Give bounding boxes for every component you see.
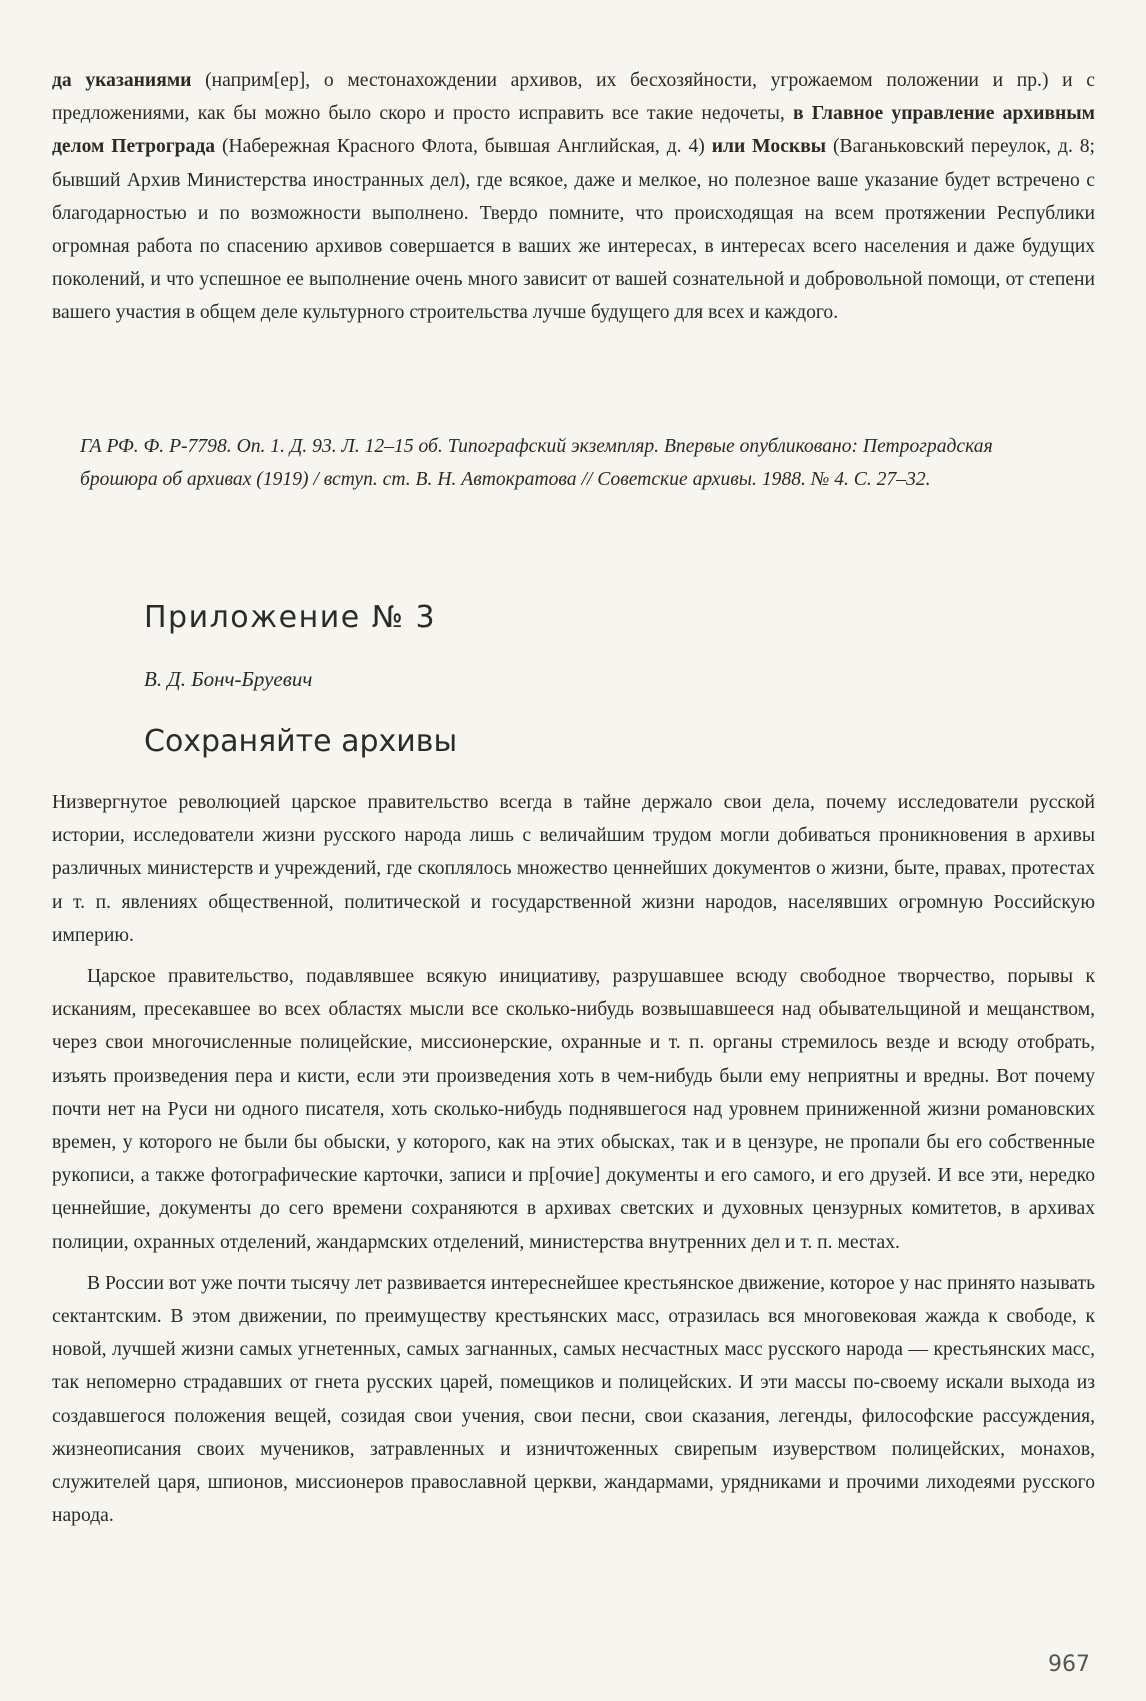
body-paragraph-2: Царское правительство, подавлявшее всякую инициативу, разрушавшее всюду свободное творчество, порывы к исканиям, пресекавшее во всех областях мысли все сколько-нибудь возвышавшееся над обывательщиной и мещанством, через свои многочисленные полицейские, миссионерские, охранные и т. п. органы стремилось везде и всюду отобрать, изъять произведения пера и кисти, если эти произведения хоть в чем-нибудь были ему неприятны и вредны. Вот почему почти нет на Руси ни одного писателя, хоть сколько-нибудь поднявшегося над уровнем приниженной жизни романовских времен, у которого не были бы обыски, у которого, как на этих обысках, так и в цензуре, не пропали бы его собственные рукописи, а также фотографические карточки, записи и пр[очие] документы и его самого, и его друзей. И все эти, нередко ценнейшие, документы до сего времени сохраняются в архивах светских и духовных цензурных комитетов, в архивах полиции, охранных отделений, жандармских отделений, министерства внутренних дел и т. п. местах. xyxy=(52,966,1095,1253)
intro-text-2: (Набережная Красного Флота, бывшая Английская, д. 4) xyxy=(215,136,712,158)
body-paragraph-1: Низвергнутое революцией царское правительство всегда в тайне держало свои дела, почему исследователи русской истории, исследователи жизни русского народа лишь с величайшим трудом могли добиваться проникновения в архивы различных министерств и учреждений, где скоплялось множество ценнейших документов о жизни, быте, правах, протестах и т. п. явлениях общественной, политической и государственной жизни народов, населявших огромную Российскую империю. xyxy=(52,792,1095,946)
appendix-title: Приложение № 3 xyxy=(144,600,437,635)
body-paragraph-3: В России вот уже почти тысячу лет развивается интереснейшее крестьянское движение, которое у нас принято называть сектантским. В этом движении, по преимуществу крестьянских масс, отразилась вся многовековая жажда к свободе, к новой, лучшей жизни самых угнетенных, самых загнанных, самых несчастных масс русского народа — крестьянских масс, так непомерно страдавших от гнета русских царей, помещиков и полицейских. И эти массы по-своему искали выхода из создавшегося положения вещей, созидая свои учения, свои песни, свои сказания, легенды, философские рассуждения, жизнеописания своих мучеников, затравленных и изничтоженных свирепым изуверством полицейских, монахов, служителей царя, шпионов, миссионеров православной церкви, жандармами, урядниками и прочими лиходеями русского народа. xyxy=(52,1272,1095,1527)
page-number: 967 xyxy=(1048,1652,1090,1677)
intro-bold-2: в Главное управление архивным делом Петрограда xyxy=(52,103,1095,158)
intro-text-1: (наприм[ер], о местонахождении архивов, их бесхозяйности, угрожаемом положении и пр.) и с предложениями, как бы можно было скоро и просто исправить все такие недочеты, xyxy=(52,70,1096,125)
intro-text-3: (Ваганьковский переулок, д. 8; бывший Архив Министерства иностранных дел), где всякое, даже и мелкое, но полезное ваше указание будет встречено с благодарностью и по возможности выполнено. Твердо помните, что происходящая на всем протяжении Республики огромная работа по спасению архивов совершается в ваших же интересах, в интересах всего населения и даже будущих поколений, и что успешное ее выполнение очень много зависит от вашей сознательной и добровольной помощи, от степени вашего участия в общем деле культурного строительства лучше будущего для всех и каждого. xyxy=(52,136,1095,324)
intro-bold-3: или Москвы xyxy=(711,136,827,158)
intro-bold-1: да указаниями xyxy=(52,70,192,91)
author-name: В. Д. Бонч-Бруевич xyxy=(144,667,313,691)
article-heading: Сохраняйте архивы xyxy=(144,724,458,759)
source-note: ГА РФ. Ф. Р-7798. Оп. 1. Д. 93. Л. 12–15 об. Типографский экземпляр. Впервые опубликовано: Петроградская брошюра об архивах (1919) / вступ. ст. В. Н. Автократова // Советские архивы. 1988. № 4. С. 27–32. xyxy=(80,436,993,491)
article-body xyxy=(52,786,1095,1532)
intro-paragraph xyxy=(52,64,1095,330)
